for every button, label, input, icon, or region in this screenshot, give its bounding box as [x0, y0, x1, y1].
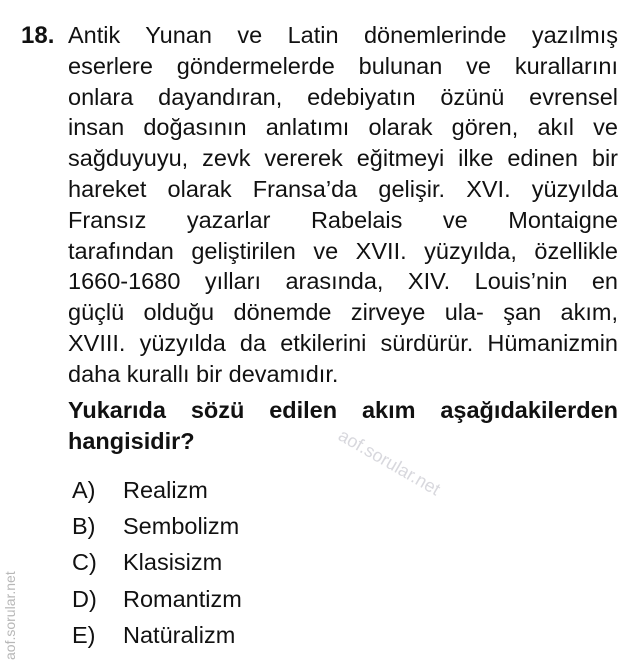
passage-line: güçlü olduğu dönemde zirveye ula- şan akım,: [68, 299, 618, 326]
passage-line: hareket olarak Fransa’da gelişir. XVI. yüzyılda: [68, 175, 618, 202]
option-letter: B): [72, 513, 96, 540]
option-c[interactable]: [72, 547, 242, 583]
passage-line: insan doğasının anlatımı olarak gören, akıl ve: [68, 114, 618, 141]
option-e[interactable]: [72, 620, 242, 656]
option-text: Realizm: [123, 477, 208, 503]
passage-line: onlara dayandıran, edebiyatın özünü evrensel: [68, 83, 618, 110]
question-number: 18.: [21, 22, 55, 49]
option-letter: E): [72, 621, 96, 648]
option-text: Natüralizm: [123, 621, 236, 648]
passage-line: tarafından geliştirilen ve XVII. yüzyılda, özellikle: [68, 237, 618, 264]
option-d[interactable]: [72, 584, 242, 620]
option-letter: A): [72, 477, 96, 503]
answer-options: [72, 475, 242, 656]
option-text: Klasisizm: [123, 549, 223, 576]
passage-line: 1660-1680 yılları arasında, XIV. Louis’nin en: [68, 268, 618, 295]
passage-line: XVIII. yüzyılda da etkilerini sürdürür. Hümanizmin: [68, 329, 618, 356]
option-text: Romantizm: [123, 585, 242, 612]
option-text: Sembolizm: [123, 513, 240, 540]
watermark-side: aof.sorular.net: [2, 571, 18, 660]
watermark-diagonal: aof.sorular.net: [335, 425, 444, 500]
option-letter: C): [72, 549, 97, 576]
passage-line: Fransız yazarlar Rabelais ve Montaigne: [68, 206, 618, 233]
passage-line: Antik Yunan ve Latin dönemlerinde yazılmış: [68, 22, 618, 48]
option-b[interactable]: [72, 511, 242, 547]
option-letter: D): [72, 585, 97, 612]
passage-line: daha kurallı bir devamıdır.: [68, 360, 339, 387]
passage-line: eserlere göndermelerde bulunan ve kurallarını: [68, 52, 618, 79]
question-line: Yukarıda sözü edilen akım aşağıdakilerden: [68, 397, 618, 423]
passage-line: sağduyuyu, zevk vererek eğitmeyi ilke edinen bir: [68, 145, 618, 172]
question-passage: [68, 20, 618, 390]
option-a[interactable]: [72, 475, 242, 511]
question-line: hangisidir?: [68, 427, 195, 454]
